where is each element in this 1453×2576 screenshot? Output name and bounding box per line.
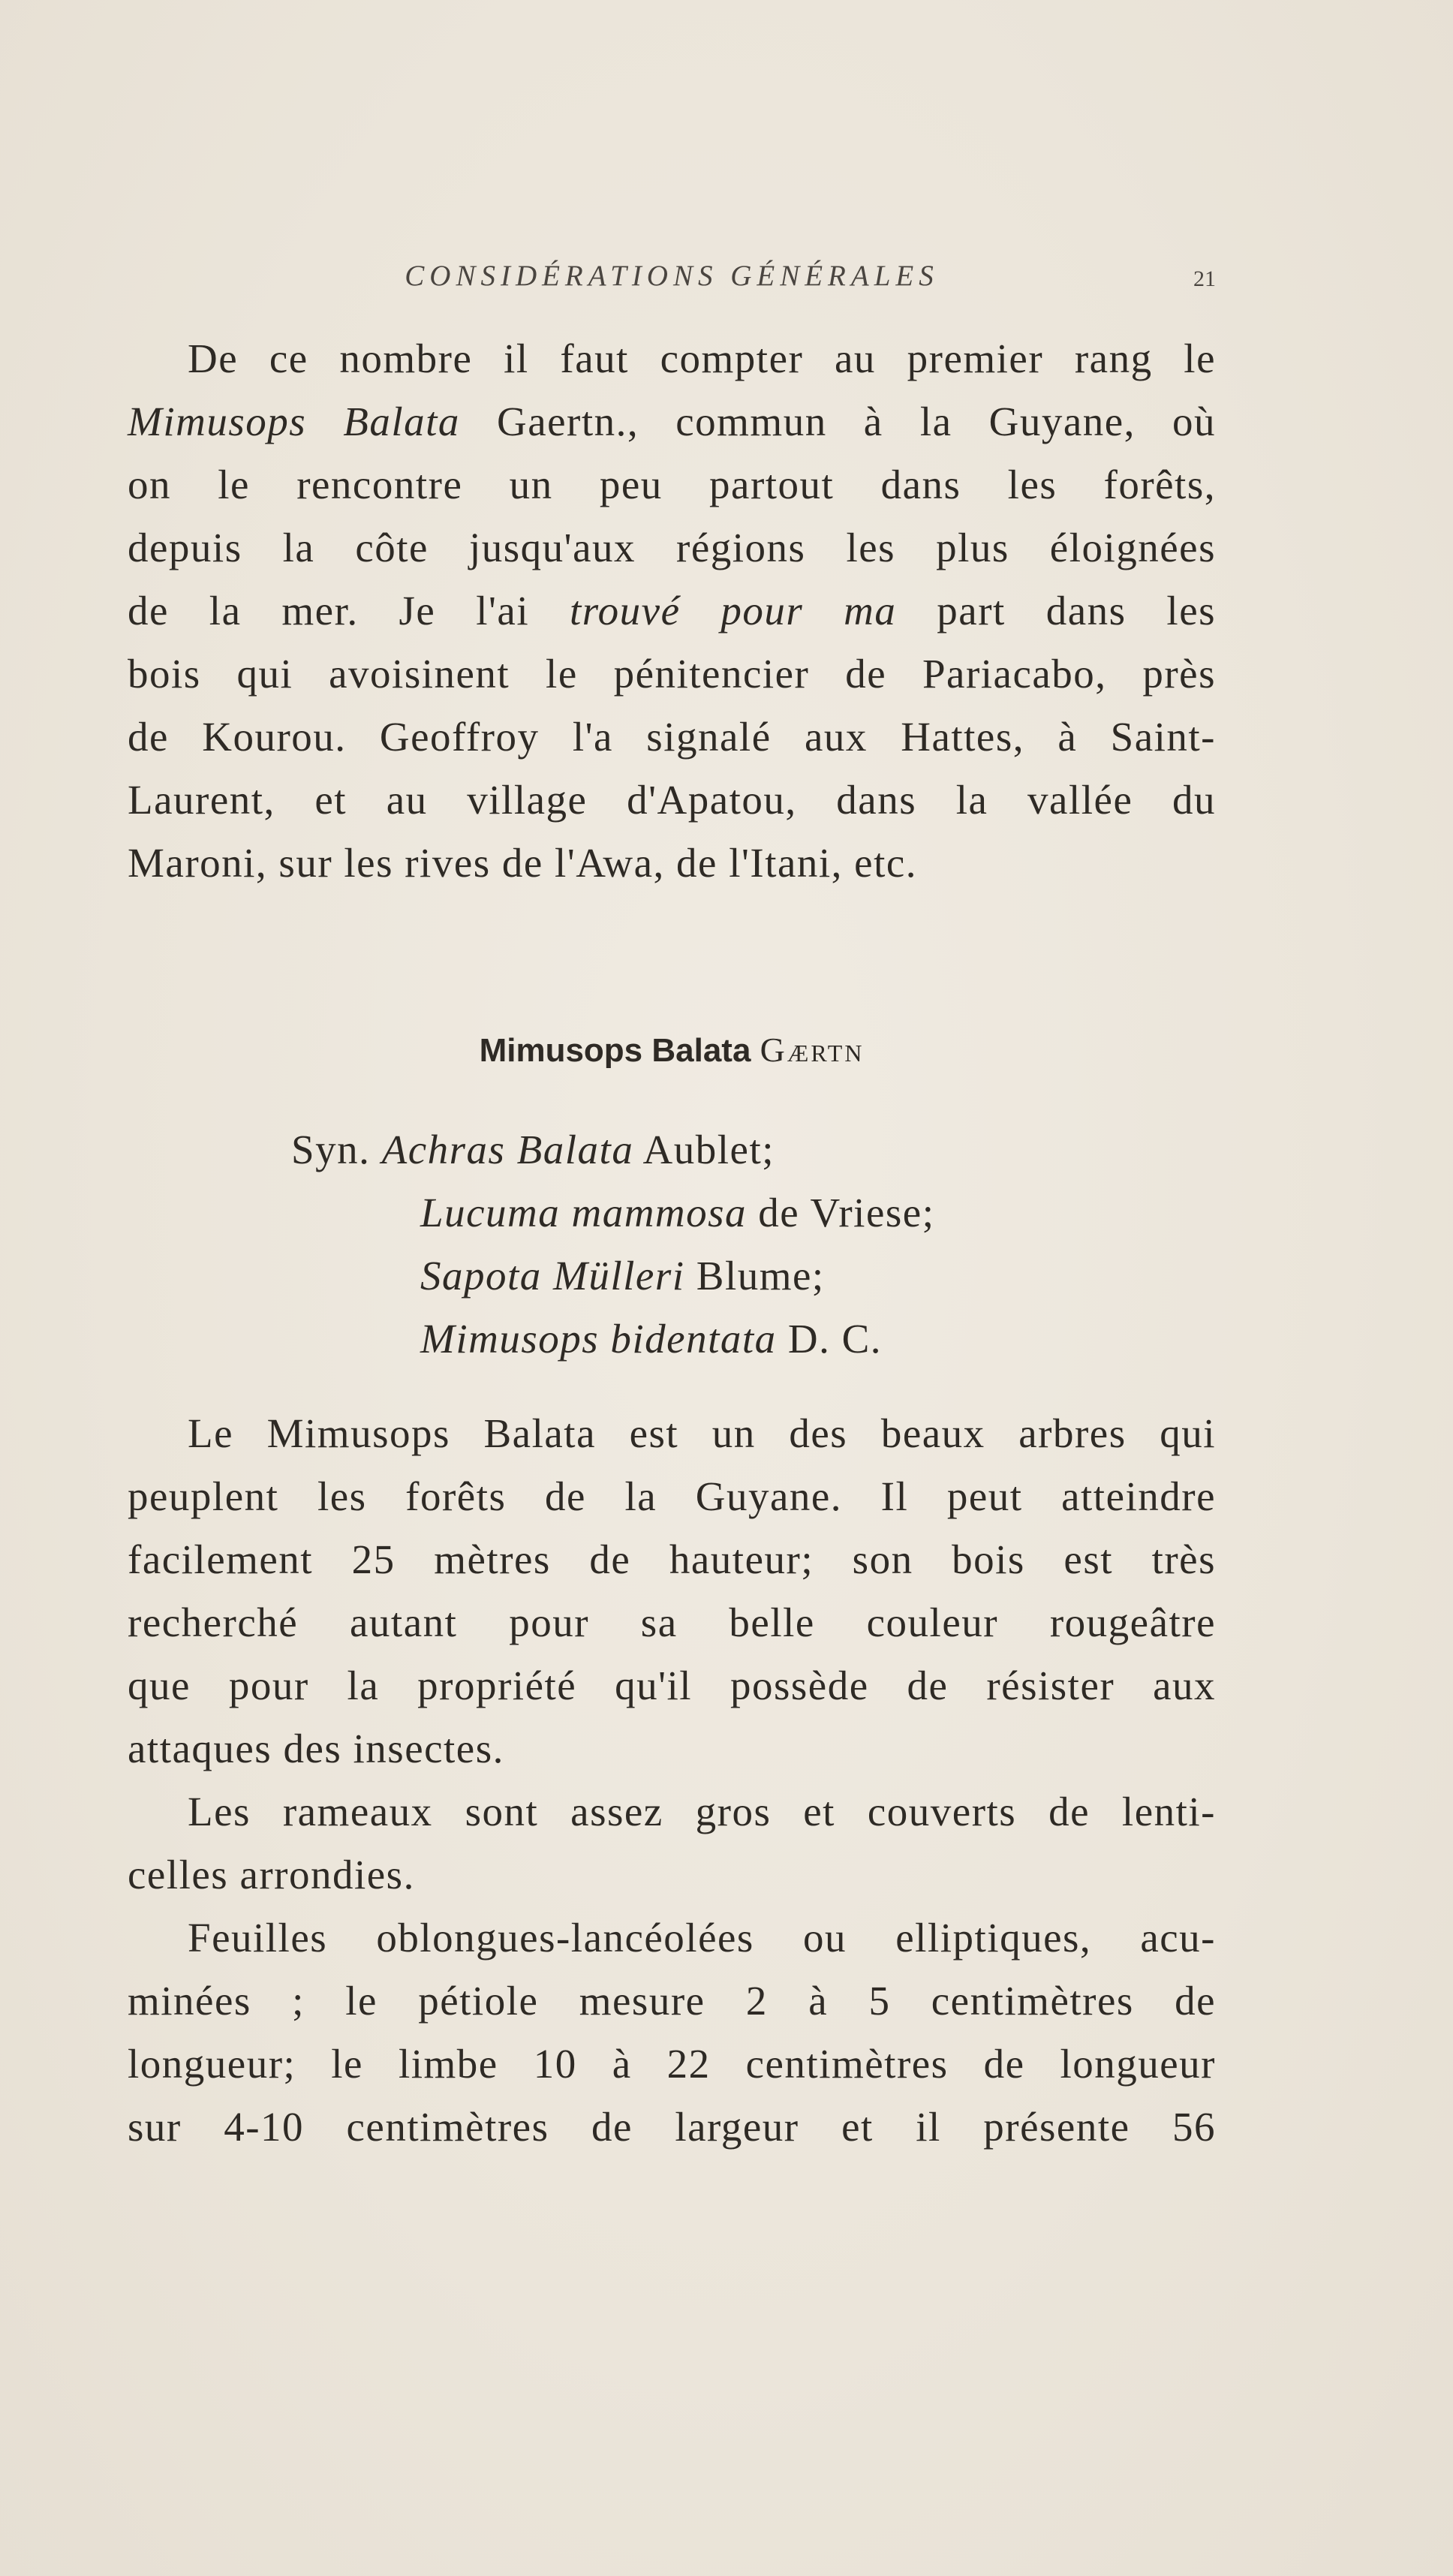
text-line: Feuilles oblongues-lancéolées ou elliptiques, acu- [188, 1915, 1216, 1961]
text-line: De ce nombre il faut compter au premier rang le [188, 336, 1216, 381]
synonym-line: Sapota Mülleri Blume; [420, 1253, 825, 1299]
paragraph-intro [128, 327, 1216, 895]
text-line: on le rencontre un peu partout dans les forêts, [128, 462, 1216, 507]
text-line: de Kourou. Geoffroy l'a signalé aux Hattes, à Saint- [128, 714, 1216, 760]
synonym-prefix: Syn. [291, 1127, 371, 1172]
synonym-line: Syn. Achras Balata Aublet; [291, 1127, 775, 1172]
running-title: CONSIDÉRATIONS GÉNÉRALES [405, 260, 939, 292]
text-line: longueur; le limbe 10 à 22 centimètres de longueur [128, 2041, 1216, 2087]
text-line: facilement 25 mètres de hauteur; son bois est très [128, 1536, 1216, 1582]
running-head [128, 259, 1216, 304]
heading-species-name: Mimusops Balata [479, 1032, 751, 1069]
page-number: 21 [1193, 266, 1216, 291]
species-name: Mimusops Balata [128, 399, 460, 444]
text-line: recherché autant pour sa belle couleur rougeâtre [128, 1599, 1216, 1645]
text-line: depuis la côte jusqu'aux régions les plus éloignées [128, 525, 1216, 570]
synonyms-block [291, 1118, 934, 1371]
text-line: Maroni, sur les rives de l'Awa, de l'Itani, etc. [128, 840, 918, 886]
text-line: que pour la propriété qu'il possède de résister aux [128, 1663, 1216, 1708]
text-line: de la mer. Je l'ai trouvé pour ma part dans les [128, 588, 1217, 633]
text-line: bois qui avoisinent le pénitencier de Pariacabo, près [128, 651, 1216, 697]
text-line: sur 4-10 centimètres de largeur et il présente 56 [128, 2104, 1216, 2150]
paragraph-description [128, 1402, 1216, 1780]
paragraph-leaves [128, 1906, 1216, 2159]
text-line: attaques des insectes. [128, 1726, 504, 1771]
text-line: Le Mimusops Balata est un des beaux arbres qui [188, 1410, 1216, 1456]
text-line: Les rameaux sont assez gros et couverts de lenti- [188, 1789, 1216, 1834]
text-line: peuplent les forêts de la Guyane. Il peut atteindre [128, 1473, 1216, 1519]
synonym-line: Lucuma mammosa de Vriese; [420, 1190, 935, 1235]
text-line: celles arrondies. [128, 1852, 415, 1897]
species-heading [128, 1030, 1216, 1070]
paragraph-branches [128, 1780, 1216, 1906]
text-line: Laurent, et au village d'Apatou, dans la vallée du [128, 777, 1216, 823]
text-line: Mimusops Balata Gaertn., commun à la Guyane, où [128, 399, 1217, 444]
synonym-line: Mimusops bidentata D. C. [420, 1316, 883, 1362]
heading-author: Gærtn [760, 1031, 865, 1069]
text-line: minées ; le pétiole mesure 2 à 5 centimètres de [128, 1978, 1216, 2024]
